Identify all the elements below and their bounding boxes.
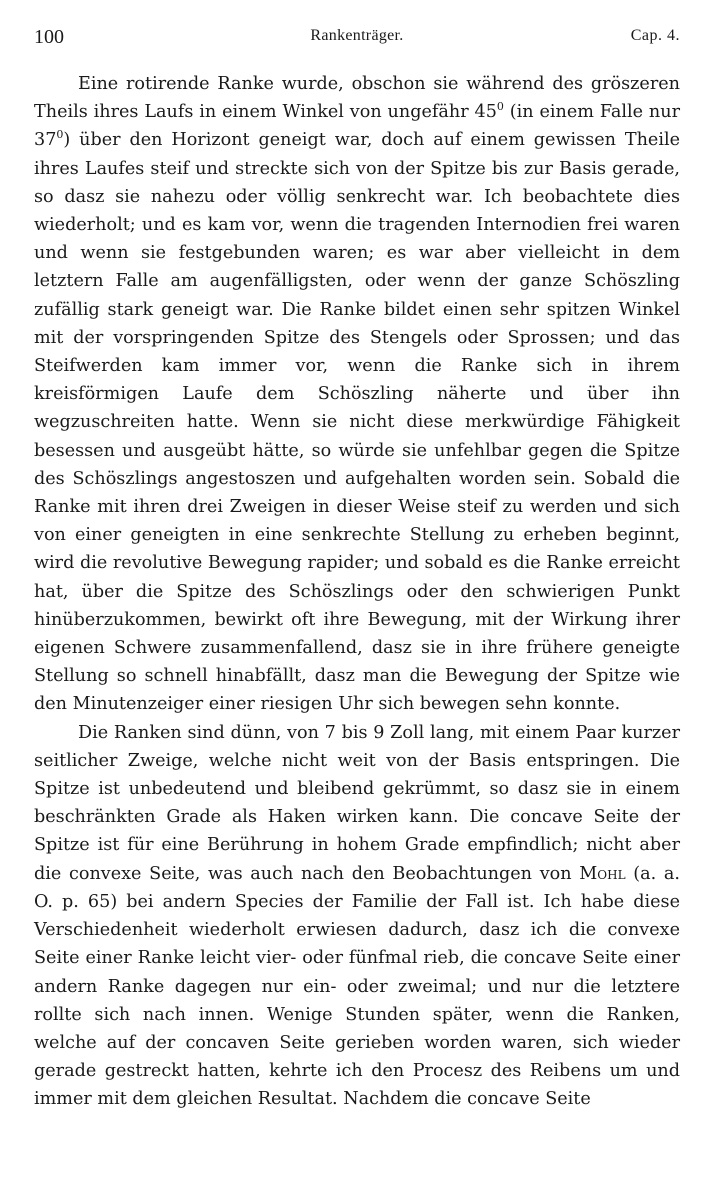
superscript-degree: 0	[496, 100, 504, 114]
text-segment: Eine rotirende Ranke wurde, obschon sie während des gröszeren Theils ihres Laufs in einem Winkel von ungefähr 45	[34, 74, 680, 123]
body-text	[34, 70, 680, 1114]
superscript-degree: 0	[56, 128, 64, 142]
text-segment: (in einem Falle nur 37	[34, 102, 680, 151]
page-number: 100	[34, 26, 64, 48]
paragraph-2	[34, 719, 680, 1114]
text-segment: Die Ranken sind dünn, von 7 bis 9 Zoll lang, mit einem Paar kurzer seitlicher Zweige, welche nicht weit von der Basis entspringen. Die Spitze ist unbedeutend und bleibend gekrümmt, so dasz sie in einem beschränkten Grade als Haken wirken kann. Die concave Seite der Spitze ist für eine Berührung in hohem Grade empfindlich; nicht aber die convexe Seite, was auch nach den Beobachtungen von	[34, 722, 680, 884]
paragraph-1	[34, 70, 680, 719]
running-title: Rankenträger.	[310, 27, 404, 44]
author-name: Mohl	[579, 863, 626, 884]
text-segment: ) über den Horizont geneigt war, doch auf einem gewissen Theile ihres Laufes steif und streckte sich von der Spitze bis zur Basis gerade, so dasz sie nahezu oder völlig senkrecht war. Ich beobachtete dies wiederholt; und es kam vor, wenn die tragenden Internodien frei waren und wenn sie festgebunden waren; es war aber vielleicht in dem letztern Falle am augenfälligsten, oder wenn der ganze Schöszling zufällig stark geneigt war. Die Ranke bildet einen sehr spitzen Winkel mit der vorspringenden Spitze des Stengels oder Sprossen; und das Steifwerden kam immer vor, wenn die Ranke sich in ihrem kreisförmigen Laufe dem Schöszling näherte und über ihn wegzuschreiten hatte. Wenn sie nicht diese merkwürdige Fähigkeit besessen und ausgeübt hätte, so würde sie unfehlbar gegen die Spitze des Schöszlings angestoszen und aufgehalten worden sein. Sobald die Ranke mit ihren drei Zweigen in dieser Weise steif zu werden und sich von einer geneigten in eine senkrechte Stellung zu erheben beginnt, wird die revolutive Bewegung rapider; und sobald es die Ranke erreicht hat, über die Spitze des Schöszlings oder den schwierigen Punkt hinüberzukommen, bewirkt oft ihre Bewegung, mit der Wirkung ihrer eigenen Schwere zusammenfallend, dasz sie in ihre frühere geneigte Stellung so schnell hinabfällt, dasz man die Bewegung der Spitze wie den Minutenzeiger einer riesigen Uhr sich bewegen sehn konnte.	[34, 130, 680, 715]
chapter-label: Cap. 4.	[630, 27, 680, 44]
book-page	[34, 26, 681, 1110]
text-segment: (a. a. O. p. 65) bei andern Species der Familie der Fall ist. Ich habe diese Verschiedenheit wiederholt erwiesen dadurch, dasz ich die convexe Seite einer Ranke leicht vier- oder fünfmal rieb, die concave Seite einer andern Ranke dagegen nur ein- oder zweimal; und nur die letztere rollte sich nach innen. Wenige Stunden später, wenn die Ranken, welche auf der concaven Seite gerieben worden waren, sich wieder gerade gestreckt hatten, kehrte ich den Procesz des Reibens um und immer mit dem gleichen Resultat. Nachdem die concave Seite	[34, 863, 681, 1110]
page-header	[34, 26, 680, 56]
